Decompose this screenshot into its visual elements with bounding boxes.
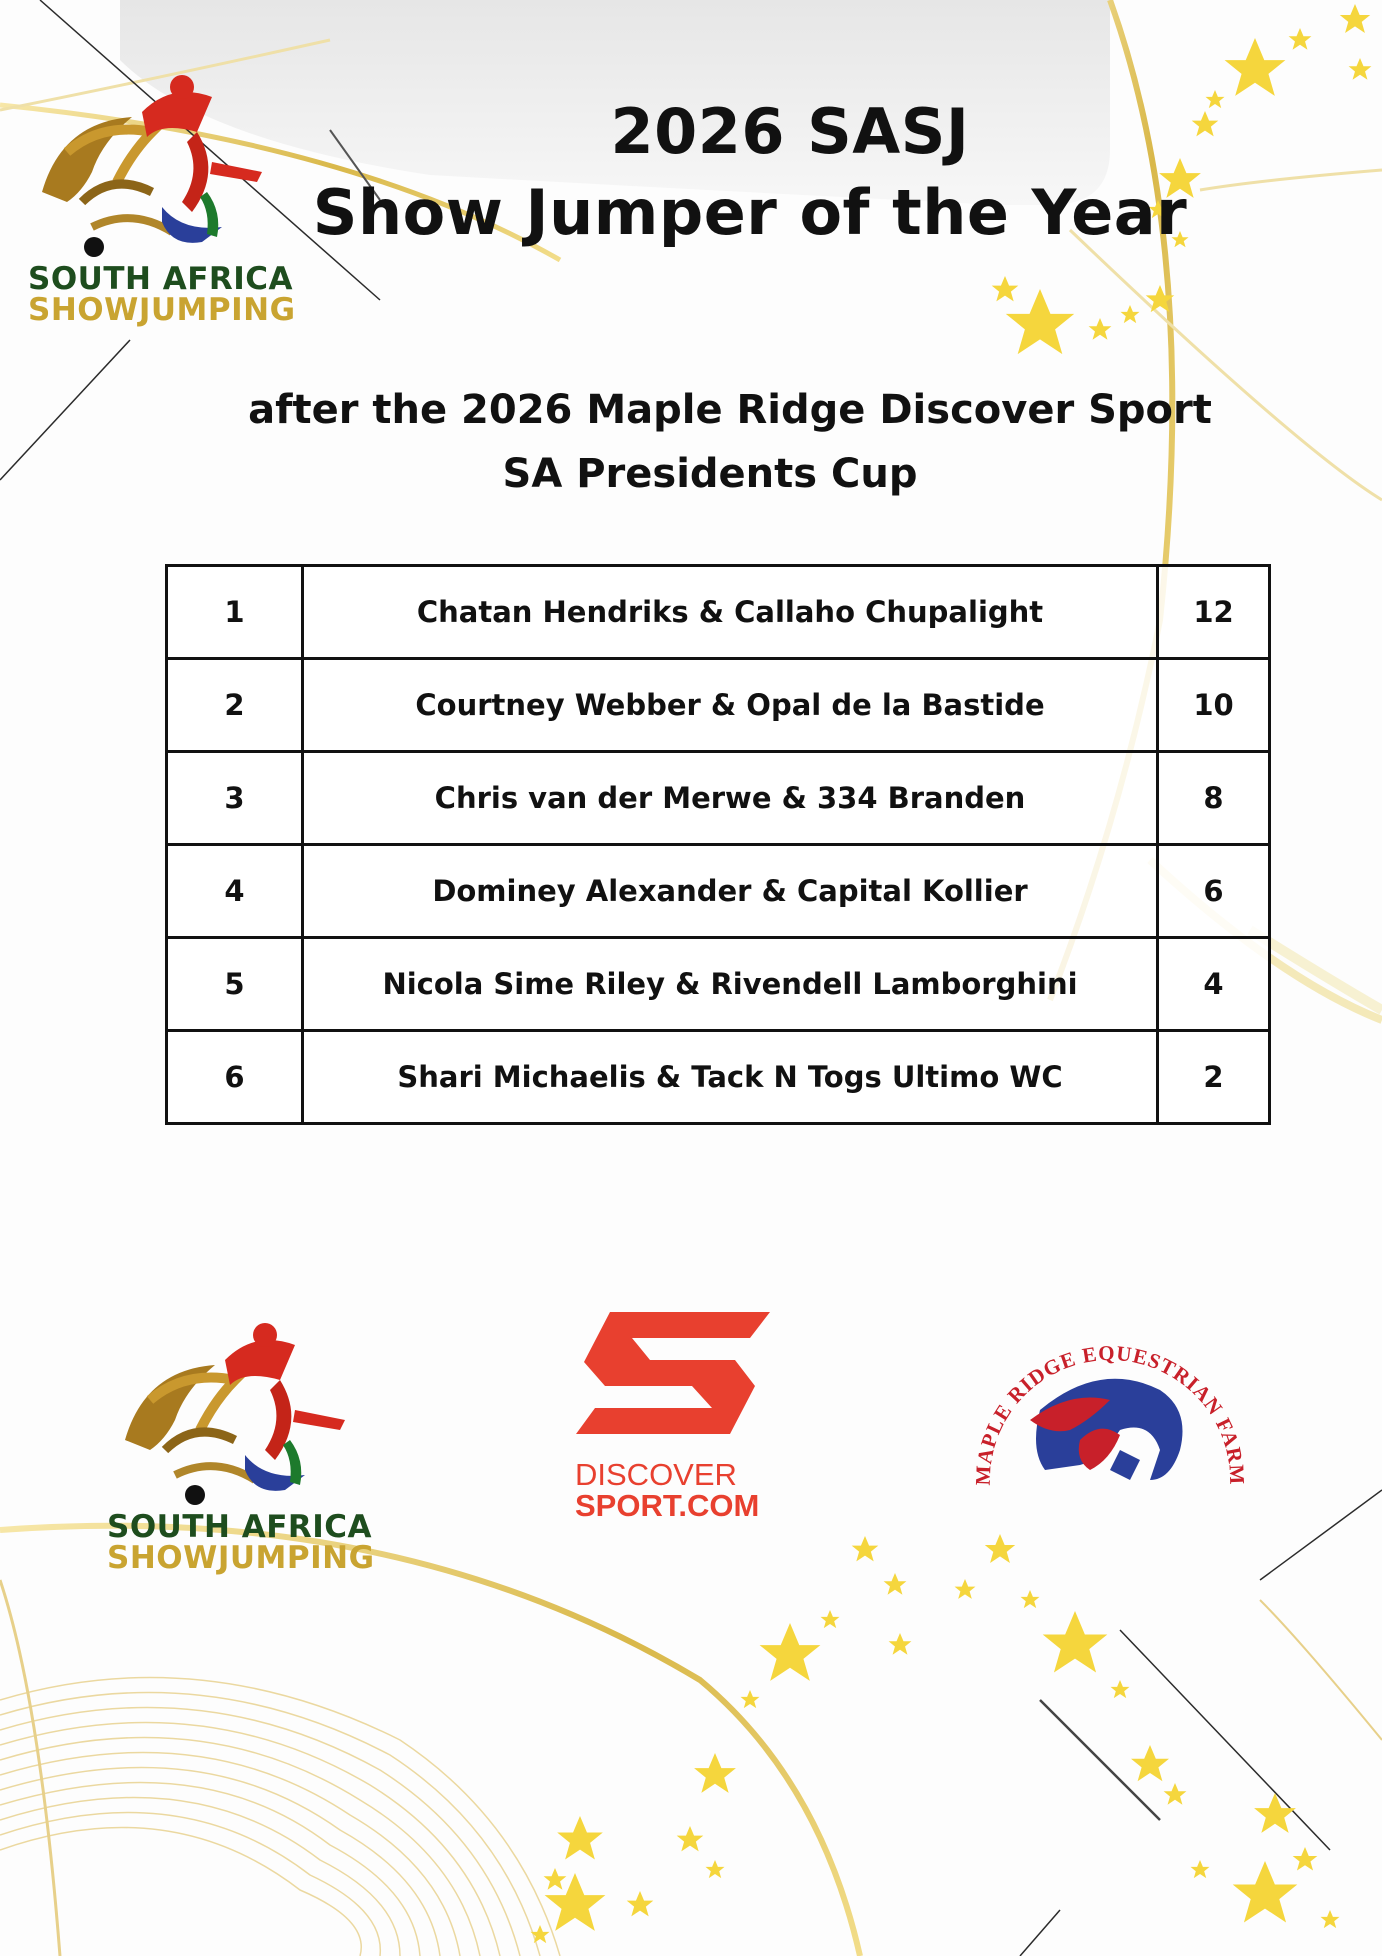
subtitle-line-2: SA Presidents Cup bbox=[502, 451, 918, 497]
rider-horse-cell: Shari Michaelis & Tack N Togs Ultimo WC bbox=[303, 1031, 1158, 1124]
maple-ridge-horse-icon bbox=[970, 1320, 1250, 1510]
points-cell: 8 bbox=[1158, 752, 1270, 845]
points-cell: 6 bbox=[1158, 845, 1270, 938]
rank-cell: 4 bbox=[167, 845, 303, 938]
points-cell: 4 bbox=[1158, 938, 1270, 1031]
discover-line1: DISCOVER bbox=[575, 1457, 737, 1492]
rank-cell: 6 bbox=[167, 1031, 303, 1124]
rider-horse-cell: Chris van der Merwe & 334 Branden bbox=[303, 752, 1158, 845]
title-line-2: Show Jumper of the Year bbox=[312, 175, 1188, 249]
sasj-top-line1: SOUTH AFRICA bbox=[28, 261, 294, 297]
rank-cell: 3 bbox=[167, 752, 303, 845]
table-row bbox=[167, 566, 1270, 659]
rank-cell: 1 bbox=[167, 566, 303, 659]
table-row bbox=[167, 659, 1270, 752]
discover-sport-logo bbox=[570, 1310, 785, 1523]
sasj-logo-bottom bbox=[105, 1310, 395, 1580]
discover-s-icon bbox=[570, 1310, 770, 1435]
rider-horse-cell: Courtney Webber & Opal de la Bastide bbox=[303, 659, 1158, 752]
sasj-bottom-line1: SOUTH AFRICA bbox=[107, 1509, 373, 1545]
points-cell: 12 bbox=[1158, 566, 1270, 659]
rider-horse-cell: Dominey Alexander & Capital Kollier bbox=[303, 845, 1158, 938]
points-cell: 2 bbox=[1158, 1031, 1270, 1124]
table-row bbox=[167, 1031, 1270, 1124]
maple-ridge-logo bbox=[970, 1320, 1250, 1510]
page-title bbox=[290, 92, 1290, 253]
subtitle-line-1: after the 2026 Maple Ridge Discover Sport bbox=[248, 387, 1212, 433]
rank-cell: 2 bbox=[167, 659, 303, 752]
table-row bbox=[167, 845, 1270, 938]
stars-bottom bbox=[531, 1534, 1340, 1943]
sasj-bottom-line2: SHOWJUMPING bbox=[107, 1540, 375, 1576]
rank-cell: 5 bbox=[167, 938, 303, 1031]
rider-horse-cell: Nicola Sime Riley & Rivendell Lamborghini bbox=[303, 938, 1158, 1031]
title-line-1: 2026 SASJ bbox=[610, 95, 970, 168]
page-subtitle bbox=[200, 378, 1240, 506]
discover-line2: SPORT.COM bbox=[575, 1488, 760, 1523]
table-row bbox=[167, 938, 1270, 1031]
standings-table bbox=[165, 564, 1271, 1125]
table-row bbox=[167, 752, 1270, 845]
rider-horse-cell: Chatan Hendriks & Callaho Chupalight bbox=[303, 566, 1158, 659]
points-cell: 10 bbox=[1158, 659, 1270, 752]
maple-ridge-arc-text: MAPLE RIDGE EQUESTRIAN FARM bbox=[970, 1340, 1250, 1486]
horse-and-rider-icon bbox=[105, 1310, 395, 1510]
sasj-top-line2: SHOWJUMPING bbox=[28, 292, 296, 328]
